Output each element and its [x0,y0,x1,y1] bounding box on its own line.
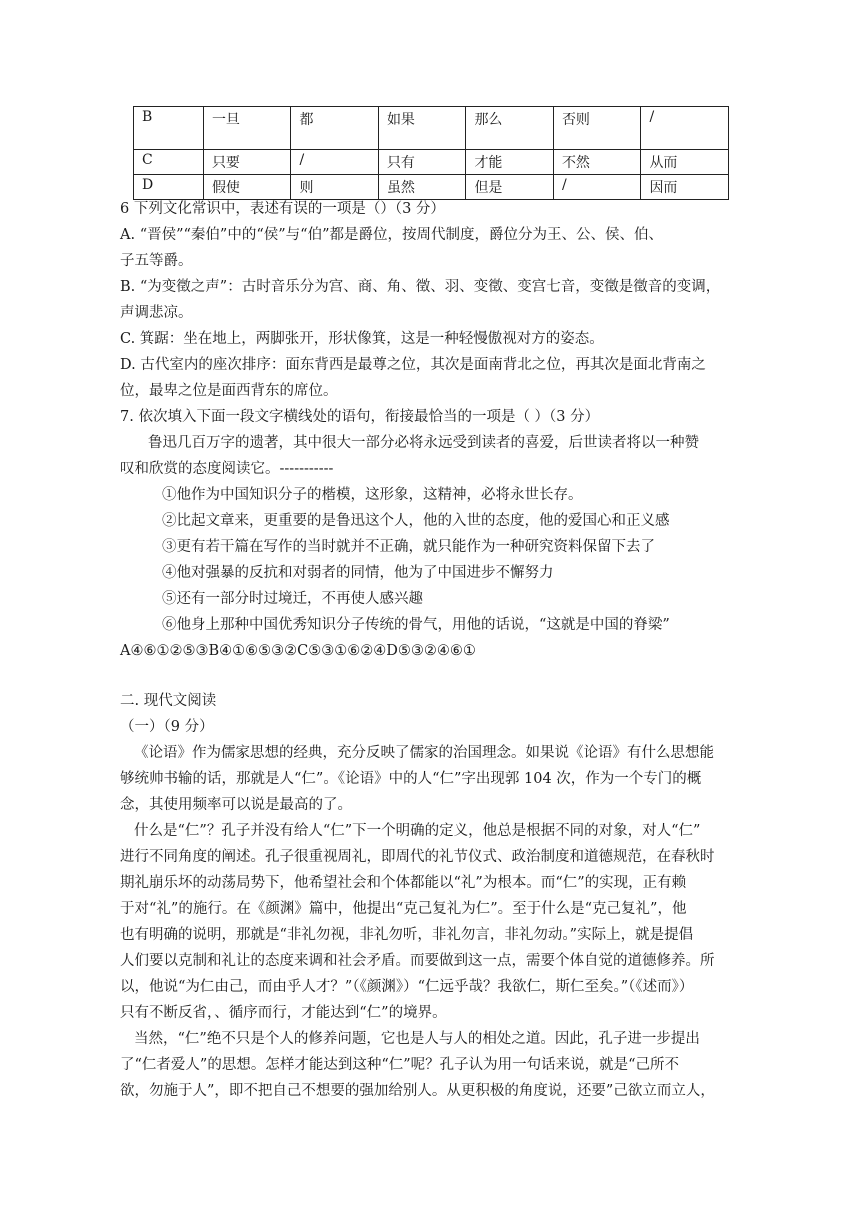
table-cell: 都 [291,107,379,150]
table-cell: 从而 [641,150,729,175]
q6-stem: 6 下列文化常识中，表述有误的一项是（）（3 分） [120,201,445,217]
paragraph-line: 人们要以克制和礼让的态度来调和社会矛盾。而要做到这一点，需要个体自觉的道德修养。所 [120,953,715,969]
table-cell: 则 [291,175,379,200]
table-cell: / [641,107,729,150]
table-cell: 才能 [466,150,554,175]
q7-item: ①他作为中国知识分子的楷模，这形象，这精神，必将永世长存。 [162,487,583,503]
section-title: 二. 现代文阅读 [120,693,217,709]
q7-passage-line: 鲁迅几百万字的遗著，其中很大一部分必将永远受到读者的喜爱，后世读者将以一种赞 [148,435,699,451]
paragraph-line: 以，他说“为仁由己，而由乎人才？”（《颜渊》）“仁远乎哉？我欲仁，斯仁至矣。”（《述而》） [120,979,694,995]
paragraph-line: 欲，勿施于人”，即不把自己不想要的强加给别人。从更积极的角度说，还要”己欲立而立人， [120,1083,715,1099]
q7-item: ④他对强暴的反抗和对弱者的同情，他为了中国进步不懈努力 [162,565,554,581]
table-cell: 不然 [553,150,641,175]
table-cell: 假使 [203,175,291,200]
q7-item: ⑤还有一部分时过境迁，不再使人感兴趣 [162,591,423,607]
q7-item: ⑥他身上那种中国优秀知识分子传统的骨气，用他的话说，“这就是中国的脊梁” [162,617,670,633]
table-cell: C [134,150,204,175]
paragraph-line: 期礼崩乐坏的动荡局势下，他希望社会和个体都能以“礼”为根本。而“仁”的实现，正有赖 [120,875,687,891]
paragraph-line: 进行不同角度的阐述。孔子很重视周礼，即周代的礼节仪式、政治制度和道德规范，在春秋时 [120,849,715,865]
q6-line: 子五等爵。 [120,253,193,269]
paragraph-line: 够统帅书输的话，那就是人“仁”。《论语》中的人“仁”字出现郭 104 次，作为一个专门的概 [120,771,702,787]
q7-passage-line: 叹和欣赏的态度阅读它。----------- [120,461,334,477]
section-subtitle: （一）（9 分） [120,719,214,735]
q6-line: A. “晋侯”“秦伯”中的“侯”与“伯”都是爵位，按周代制度，爵位分为王、公、侯、伯、 [120,227,663,243]
q6-line: 声调悲凉。 [120,305,193,321]
q6-line: C. 箕踞：坐在地上，两脚张开，形状像箕，这是一种轻慢傲视对方的姿态。 [120,331,604,347]
table-cell: 只要 [203,150,291,175]
table-cell: / [291,150,379,175]
table-cell: B [134,107,204,150]
paragraph-line: 什么是“仁”？孔子并没有给人“仁”下一个明确的定义，他总是根据不同的对象，对人“仁” [134,823,701,839]
paragraph-line: 了“仁者爱人”的思想。怎样才能达到这种“仁”呢？孔子认为用一句话来说，就是“己所不 [120,1057,680,1073]
section-2 [120,688,740,1104]
table-cell: 虽然 [378,175,466,200]
table-cell: D [134,175,204,200]
q6-line: D. 古代室内的座次排序：面东背西是最尊之位，其次是面南背北之位，再其次是面北背南之 [120,357,706,373]
paragraph-line: 于对“礼”的施行。在《颜渊》篇中，他提出“克己复礼为仁”。至于什么是“克己复礼”，他 [120,901,687,917]
table-cell: 但是 [466,175,554,200]
q6-line: B. “为变徵之声”：古时音乐分为宫、商、角、徵、羽、变徵、变宫七音，变徵是徵音的变调， [120,279,721,295]
table-cell: / [553,175,641,200]
table-cell: 因而 [641,175,729,200]
q7-answer-options: A④⑥①②⑤③B④①⑥⑤③②C⑤③①⑥②④D⑤③②④⑥① [120,643,476,659]
table-cell: 如果 [378,107,466,150]
q6-line: 位，最卑之位是面西背东的席位。 [120,383,338,399]
paragraph-line: 也有明确的说明，那就是“非礼勿视，非礼勿听，非礼勿言，非礼勿动。”实际上，就是提倡 [120,927,694,943]
q7-stem: 7. 依次填入下面一段文字横线处的语句，衔接最恰当的一项是（ ）（3 分） [120,409,600,425]
paragraph-line: 《论语》作为儒家思想的经典，充分反映了儒家的治国理念。如果说《论语》有什么思想能 [134,745,714,761]
options-table [133,106,729,200]
table-cell: 一旦 [203,107,291,150]
paragraph-line: 念，其使用频率可以说是最高的了。 [120,797,352,813]
q7-item: ③更有若干篇在写作的当时就并不正确，就只能作为一种研究资料保留下去了 [162,539,655,555]
q7-item: ②比起文章来，更重要的是鲁迅这个人，他的入世的态度，他的爱国心和正义感 [162,513,670,529]
table-row [134,150,729,175]
question-6 [120,196,740,404]
paragraph-line: 当然，“仁”绝不只是个人的修养问题，它也是人与人的相处之道。因此，孔子进一步提出 [134,1031,700,1047]
table-cell: 只有 [378,150,466,175]
table-cell: 否则 [553,107,641,150]
table-row [134,107,729,150]
question-7 [120,404,740,664]
section-paragraphs [120,740,740,1104]
paragraph-line: 只有不断反省，、循序而行，才能达到“仁”的境界。 [120,1005,447,1021]
table-cell: 那么 [466,107,554,150]
